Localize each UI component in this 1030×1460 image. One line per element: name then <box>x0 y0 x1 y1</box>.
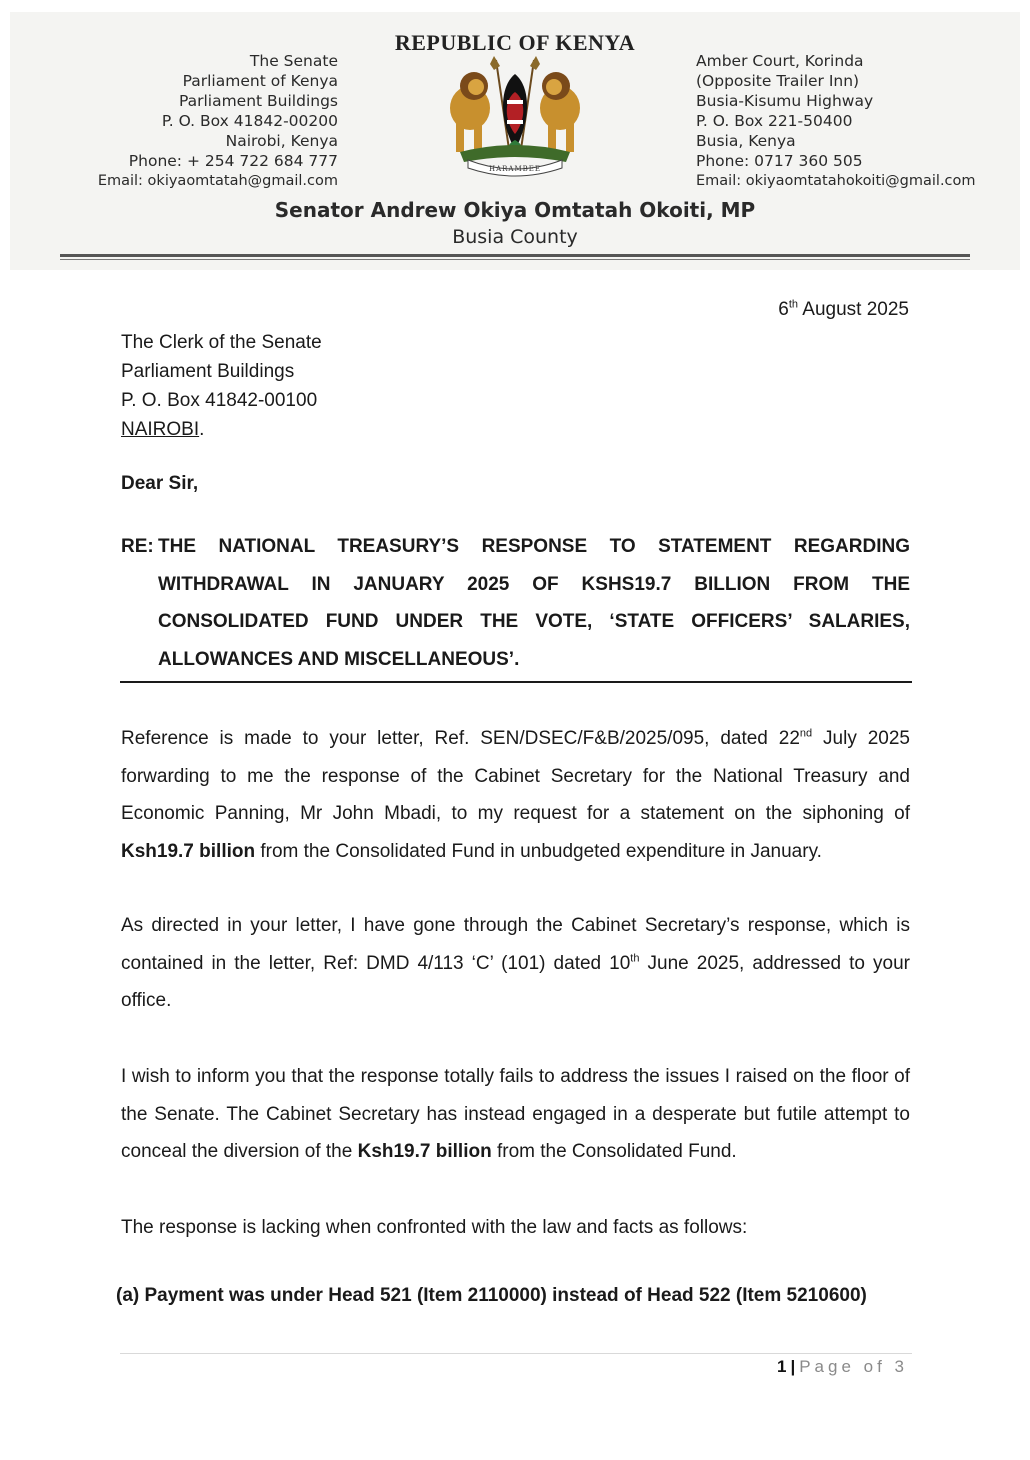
address-line: The Clerk of the Senate <box>121 332 322 353</box>
busia-address-line: (Opposite Trailer Inn) <box>696 72 860 90</box>
busia-phone: Phone: 0717 360 505 <box>696 152 863 170</box>
subject-underline <box>120 681 912 683</box>
ordinal-suffix: th <box>630 952 640 965</box>
amount-emphasis: Ksh19.7 billion <box>121 841 256 863</box>
senate-address-line: Parliament of Kenya <box>182 72 338 90</box>
senate-address-line: P. O. Box 41842-00200 <box>161 112 338 130</box>
date-day: 6 <box>778 299 789 320</box>
letterhead-senate-address <box>98 51 338 191</box>
senate-address-line: The Senate <box>249 52 338 70</box>
page-number: 1 <box>776 1357 787 1376</box>
paragraph-text: Reference is made to your letter, Ref. SEN/DSEC/F&B/2025/095, dated 22 <box>121 728 800 749</box>
letterhead-busia-address <box>696 51 976 191</box>
page-footer <box>777 1357 908 1377</box>
ordinal-suffix: nd <box>799 727 813 740</box>
busia-address-line: Busia-Kisumu Highway <box>696 92 874 110</box>
coat-of-arms-motto: HARAMBEE <box>488 165 542 173</box>
address-city-line <box>121 415 322 444</box>
footer-divider <box>120 1353 912 1354</box>
letterhead-divider-thin <box>60 259 970 260</box>
senator-county: Busia County <box>452 226 578 248</box>
section-heading-a: (a) Payment was under Head 521 (Item 2110000) instead of Head 522 (Item 5210600) <box>116 1285 867 1306</box>
paragraph-lacking: The response is lacking when confronted with the law and facts as follows: <box>121 1217 748 1238</box>
salutation: Dear Sir, <box>121 473 199 494</box>
paragraph-directed <box>121 907 910 1020</box>
senate-address-line: Parliament Buildings <box>178 92 338 110</box>
busia-address-line: P. O. Box 221-50400 <box>696 112 853 130</box>
paragraph-inform <box>121 1058 910 1171</box>
address-line: P. O. Box 41842-00100 <box>121 390 318 411</box>
busia-address-line: Busia, Kenya <box>696 132 796 150</box>
address-city: NAIROBI <box>121 419 200 440</box>
date-suffix: th <box>788 298 799 311</box>
busia-email: Email: okiyaomtatahokoiti@gmail.com <box>696 173 976 189</box>
paragraph-text: I wish to inform you that the response totally fails to address the issues I raised on the floor of the Senate. The Cabinet Secretary has instead engaged in a desperate but futile attempt to conceal the diversion of the <box>121 1066 910 1163</box>
paragraph-reference <box>121 720 910 871</box>
coat-of-arms-icon <box>438 56 592 180</box>
subject-line <box>121 528 910 678</box>
recipient-address <box>121 328 322 444</box>
subject-text: THE NATIONAL TREASURY’S RESPONSE TO STATEMENT REGARDING WITHDRAWAL IN JANUARY 2025 OF KSHS19.7 BILLION FROM THE CONSOLIDATED FUND UNDER THE VOTE, ‘STATE OFFICERS’ SALARIES, ALLOWANCES AND MISCELLANEOUS’. <box>158 536 910 670</box>
letterhead-divider <box>60 254 970 257</box>
date-month-year: August 2025 <box>798 299 909 320</box>
senate-address-line: Nairobi, Kenya <box>225 132 338 150</box>
address-city-punct: . <box>199 419 205 440</box>
paragraph-text: As directed in your letter, I have gone through the Cabinet Secretary’s response, which is contained in the letter, Ref: DMD 4/113 ‘C’ (101) dated 10 <box>121 915 910 974</box>
paragraph-text: from the Consolidated Fund. <box>491 1141 737 1163</box>
paragraph-text: July 2025 forwarding to me the response of the Cabinet Secretary for the National Treasury and Economic Panning, Mr John Mbadi, to my request for a statement on the siphoning of <box>121 728 910 825</box>
senate-email: Email: okiyaomtatah@gmail.com <box>97 173 338 189</box>
busia-address-line: Amber Court, Korinda <box>696 52 864 70</box>
page-separator: | <box>790 1357 796 1376</box>
address-line: Parliament Buildings <box>121 361 295 382</box>
subject-prefix: RE: <box>121 536 154 557</box>
letterhead-title: REPUBLIC OF KENYA <box>394 30 636 55</box>
amount-emphasis: Ksh19.7 billion <box>357 1141 492 1163</box>
paragraph-text: from the Consolidated Fund in unbudgeted expenditure in January. <box>255 841 822 863</box>
senator-name: Senator Andrew Okiya Omtatah Okoiti, MP <box>274 198 756 222</box>
paragraph-text: June 2025, addressed to your office. <box>121 952 910 1012</box>
letter-date <box>778 299 909 321</box>
page-label: Page of 3 <box>799 1357 908 1376</box>
senate-phone: Phone: + 254 722 684 777 <box>128 152 338 170</box>
